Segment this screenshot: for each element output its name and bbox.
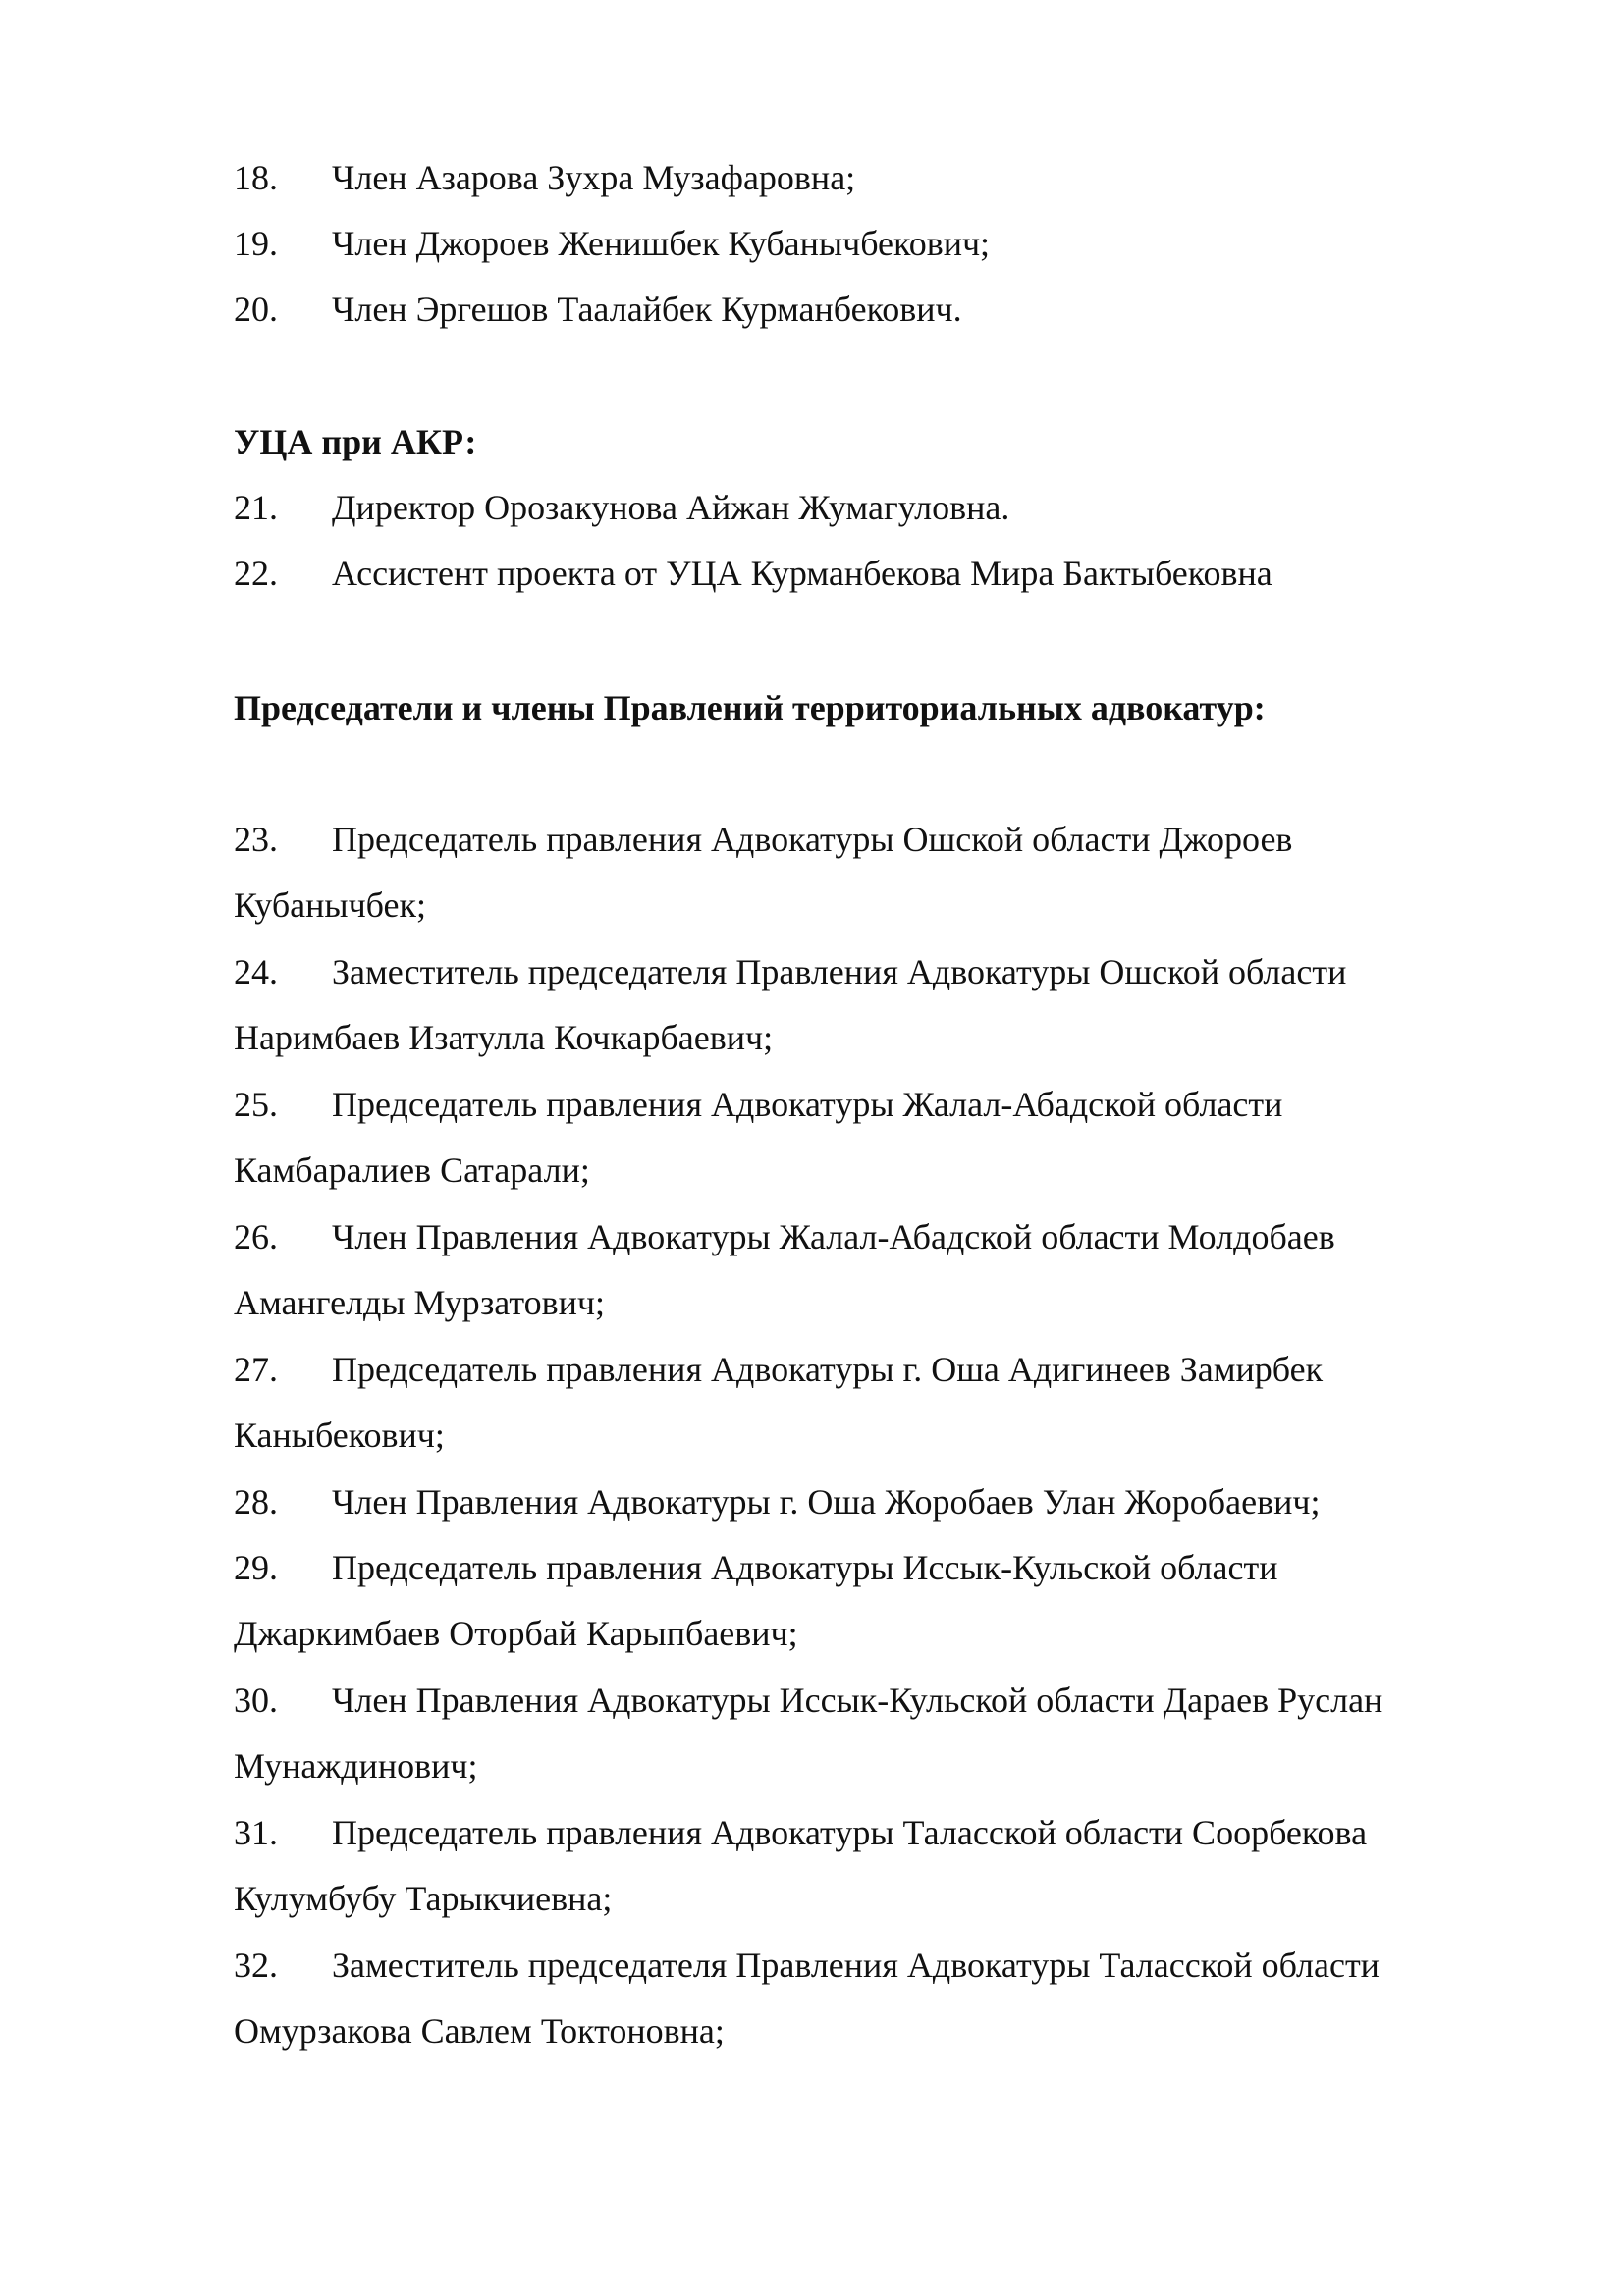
item-text-line2: Кубанычбек; [234, 885, 426, 925]
item-text: Ассистент проекта от УЦА Курманбекова Мира Бактыбековна [332, 554, 1272, 593]
item-number: 21. [234, 488, 278, 527]
item-text-line2: Джаркимбаев Оторбай Карыпбаевич; [234, 1614, 798, 1653]
item-text-line2: Каныбекович; [234, 1415, 445, 1455]
item-number: 18. [234, 158, 278, 197]
list-item [234, 939, 1500, 1071]
list-item [234, 1668, 1500, 1799]
item-number: 28. [234, 1482, 278, 1522]
item-number: 27. [234, 1350, 278, 1389]
list-item [234, 277, 1500, 343]
item-number: 29. [234, 1548, 278, 1587]
item-text-line1: Член Правления Адвокатуры Иссык-Кульской области Дараев Руслан [332, 1681, 1383, 1720]
list-item [234, 1535, 1500, 1667]
item-text-line1: Председатель правления Адвокатуры Ошской области Джороев [332, 820, 1293, 859]
item-text-line1: Председатель правления Адвокатуры Жалал-Абадской области [332, 1085, 1283, 1124]
list-item [234, 1072, 1500, 1203]
section-heading-boards: Председатели и члены Правлений территориальных адвокатур: [234, 688, 1266, 727]
item-number: 22. [234, 554, 278, 593]
list-item [234, 541, 1500, 607]
list-item [234, 475, 1500, 541]
list-item [234, 1469, 1500, 1535]
list-item [234, 1337, 1500, 1468]
list-item [234, 1204, 1500, 1336]
item-text: Член Эргешов Таалайбек Курманбекович. [332, 290, 962, 329]
item-number: 32. [234, 1946, 278, 1985]
section-heading-uca: УЦА при АКР: [234, 422, 477, 461]
item-number: 26. [234, 1217, 278, 1256]
item-text: Директор Орозакунова Айжан Жумагуловна. [332, 488, 1010, 527]
item-number: 25. [234, 1085, 278, 1124]
item-text-line1: Председатель правления Адвокатуры г. Оша Адигинеев Замирбек [332, 1350, 1324, 1389]
item-number: 20. [234, 290, 278, 329]
item-number: 23. [234, 820, 278, 859]
list-item [234, 211, 1500, 277]
list-item [234, 807, 1500, 938]
item-text: Член Азарова Зухра Музафаровна; [332, 158, 856, 197]
item-number: 30. [234, 1681, 278, 1720]
item-text: Член Джороев Женишбек Кубанычбекович; [332, 224, 991, 263]
item-text-line2: Амангелды Мурзатович; [234, 1283, 605, 1322]
list-item [234, 145, 1500, 211]
item-text-line2: Наримбаев Изатулла Кочкарбаевич; [234, 1018, 774, 1057]
item-text-line1: Председатель правления Адвокатуры Таласской области Соорбекова [332, 1813, 1368, 1852]
item-text-line2: Омурзакова Савлем Токтоновна; [234, 2011, 725, 2051]
item-text-line2: Мунаждинович; [234, 1746, 478, 1786]
item-text-line1: Председатель правления Адвокатуры Иссык-Кульской области [332, 1548, 1278, 1587]
item-number: 19. [234, 224, 278, 263]
list-item [234, 1800, 1500, 1932]
item-text-line1: Заместитель председателя Правления Адвокатуры Таласской области [332, 1946, 1380, 1985]
item-text-line1: Заместитель председателя Правления Адвокатуры Ошской области [332, 952, 1347, 991]
item-text-line2: Кулумбубу Тарыкчиевна; [234, 1879, 613, 1918]
item-text-line1: Член Правления Адвокатуры Жалал-Абадской области Молдобаев [332, 1217, 1335, 1256]
item-number: 31. [234, 1813, 278, 1852]
item-text-line2: Камбаралиев Сатарали; [234, 1150, 590, 1190]
item-text-line1: Член Правления Адвокатуры г. Оша Жоробаев Улан Жоробаевич; [332, 1482, 1321, 1522]
list-item [234, 1933, 1500, 2064]
item-number: 24. [234, 952, 278, 991]
